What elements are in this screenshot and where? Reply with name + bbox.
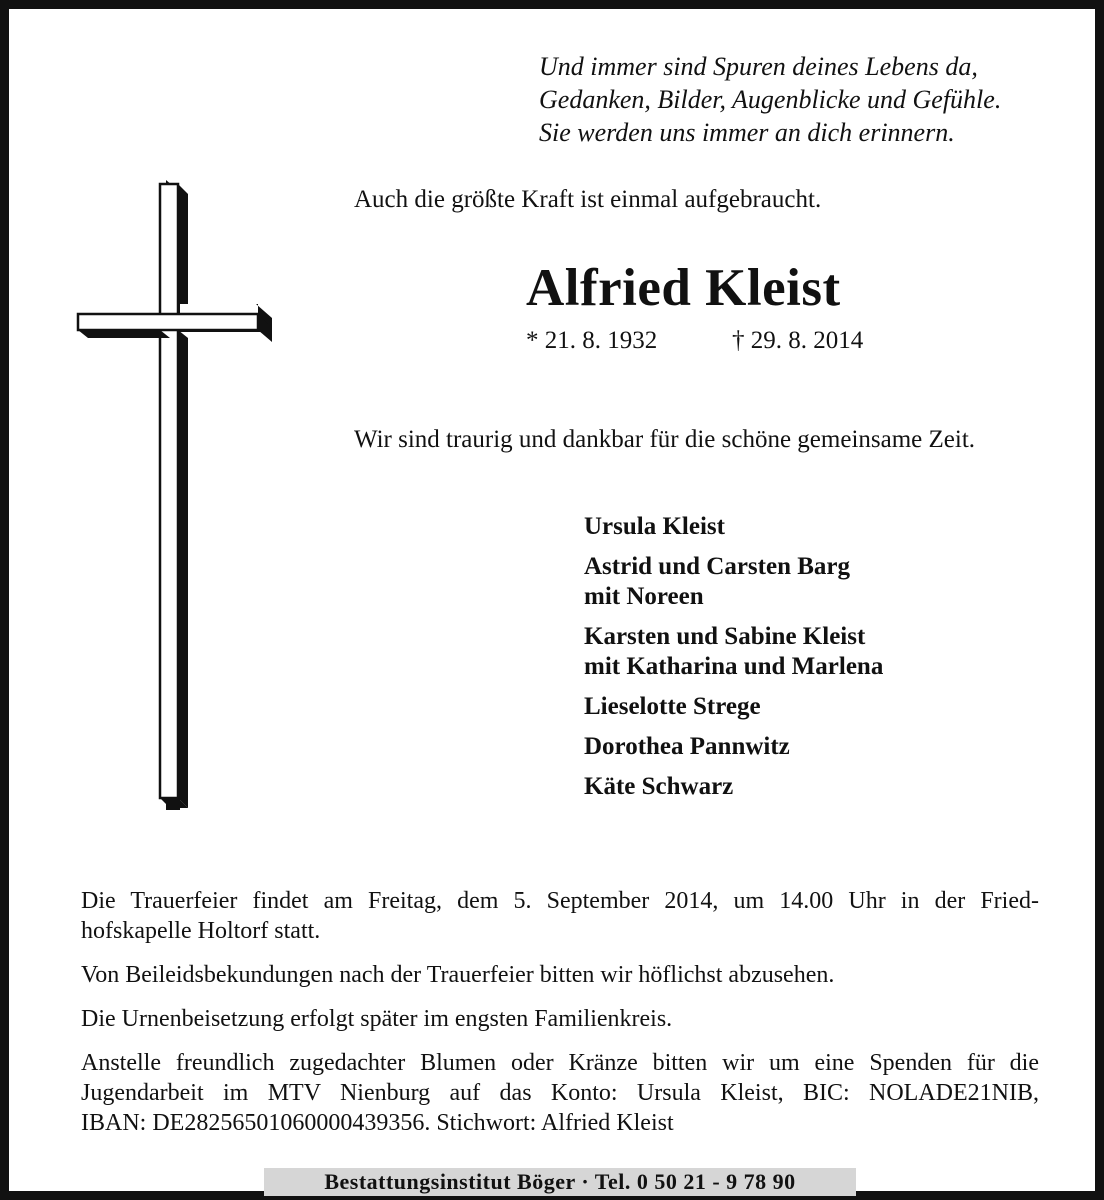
family-name: Astrid und Carsten Barg [584, 553, 850, 580]
family-name-sub: mit Noreen [584, 583, 704, 610]
family-name: Ursula Kleist [584, 513, 725, 540]
ceremony-line: Die Trauerfeier findet am Freitag, dem 5. September 2014, um 14.00 Uhr in der Fried- [81, 888, 1039, 914]
life-dates [526, 327, 864, 355]
family-name: Käte Schwarz [584, 773, 734, 800]
donation-line: Jugendarbeit im MTV Nienburg auf das Konto: Ursula Kleist, BIC: NOLADE21NIB, [81, 1080, 1039, 1106]
family-name: Karsten und Sabine Kleist [584, 623, 866, 650]
deceased-name: Alfried Kleist [526, 259, 841, 317]
motto-line: Und immer sind Spuren deines Lebens da, [539, 52, 978, 81]
motto-line: Gedanken, Bilder, Augenblicke und Gefühle. [539, 85, 1002, 114]
urn-notice [81, 1004, 1039, 1034]
cross-icon [70, 180, 280, 820]
death-date: † 29. 8. 2014 [732, 327, 864, 354]
donation-notice [81, 1048, 1039, 1138]
birth-date: * 21. 8. 1932 [526, 327, 658, 354]
family-entry [584, 512, 883, 542]
ceremony-notice [81, 886, 1039, 946]
notices [81, 886, 1039, 1152]
family-entry [584, 732, 883, 762]
condolence-line: Von Beileidsbekundungen nach der Trauerfeier bitten wir höflichst abzusehen. [81, 962, 835, 988]
ceremony-line: hofskapelle Holtorf statt. [81, 918, 321, 944]
family-name: Lieselotte Strege [584, 693, 761, 720]
family-list [584, 512, 883, 812]
family-entry [584, 772, 883, 802]
donation-line: IBAN: DE28256501060000439356. Stichwort: Alfried Kleist [81, 1110, 674, 1136]
donation-line: Anstelle freundlich zugedachter Blumen oder Kränze bitten wir um eine Spenden für die [81, 1050, 1039, 1076]
family-entry [584, 552, 883, 612]
family-name-sub: mit Katharina und Marlena [584, 653, 884, 680]
gratitude-line: Wir sind traurig und dankbar für die schöne gemeinsame Zeit. [354, 426, 976, 453]
family-name: Dorothea Pannwitz [584, 733, 790, 760]
motto-line: Sie werden uns immer an dich erinnern. [539, 118, 955, 147]
family-entry [584, 692, 883, 722]
funeral-home-footer: Bestattungsinstitut Böger · Tel. 0 50 21 - 9 78 90 [264, 1168, 856, 1196]
family-entry [584, 622, 883, 682]
urn-line: Die Urnenbeisetzung erfolgt später im engsten Familienkreis. [81, 1006, 673, 1032]
motto-verse [539, 50, 1001, 149]
intro-line: Auch die größte Kraft ist einmal aufgebraucht. [354, 186, 822, 213]
condolence-notice [81, 960, 1039, 990]
